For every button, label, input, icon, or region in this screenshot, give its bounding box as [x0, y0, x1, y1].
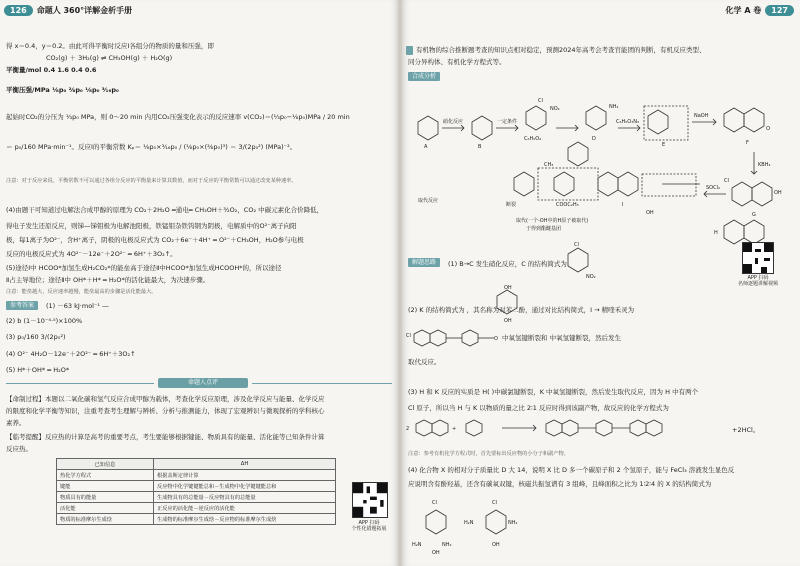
- answer-line: +2HCl。: [732, 426, 760, 434]
- table-cell: 根据盖斯定律计算: [154, 470, 336, 481]
- table-row: [57, 492, 336, 503]
- ring-hydroquinone: [568, 142, 588, 166]
- step-label: NaOH: [694, 113, 709, 119]
- table-row: [57, 481, 336, 492]
- answer-line: 中氧氢键断裂和 中氧氢键断裂，然后发生: [502, 334, 622, 342]
- text-line: 极，每1离子为O²⁻，含H⁺离子，阴极的电极反应式为 CO₂＋6e⁻＋4H⁺ ═ O²⁻＋CH₃OH，H₂O参与电极: [6, 236, 304, 244]
- table-cell: 活化能: [57, 503, 154, 514]
- answer-tag: 参考答案: [6, 301, 38, 310]
- answer-line: (5) H*＋OH* ═ H₂O*: [6, 366, 70, 374]
- table-cell: 反应物中化学键键能总和－生成物中化学键键能总和: [154, 481, 336, 492]
- answer-line: (4) 化合物 X 的相对分子质量比 D 大 14，说明 X 比 D 多一个碳原子和 2 个氢原子，能与 FeCl₃ 溶液发生显色反: [408, 466, 735, 474]
- review-line: 【命制过程】本题以二氧化碳和氢气反应合成甲醇为载体，考查化学反应原理，涉及化学反应与能量、化学反应: [6, 395, 325, 403]
- text-line: 得 x＝0.4，y＝0.2。由此可得平衡时反应Ⅰ各组分的物质的量和压强，即: [6, 42, 214, 50]
- right-header: [726, 2, 794, 18]
- label-g: G: [752, 212, 756, 218]
- table-row: [57, 514, 336, 525]
- answer-line: (2) b (1－10⁻⁴·⁵)×100%: [6, 317, 83, 325]
- intro-line: 同分异构体、有机化学方程式等。: [408, 58, 506, 66]
- right-page-number: 127: [765, 5, 794, 16]
- svg-text:NH₂: NH₂: [508, 520, 518, 526]
- reaction-equation-3: [406, 416, 726, 444]
- svg-text:OH: OH: [492, 542, 500, 548]
- review-line: 素养。: [6, 419, 26, 427]
- delta-h-table: [56, 458, 336, 525]
- oh-label: OH: [774, 190, 782, 196]
- note-label: 取代(一个-OH中的H原子被取代): [516, 218, 589, 224]
- equation-line: CO₂(g) ＋ 3H₂(g) ⇌ CH₃OH(g) ＋ H₂O(g): [46, 54, 173, 62]
- qr-caption: APP 扫码 名师逐题讲解视频: [737, 275, 778, 287]
- intro-line: 有机物的综合推断题考查的知识点相对稳定，预测2024年高考会考查官能团的判断，有机反应类型、: [416, 46, 706, 54]
- answer-line: (1) －63 kJ·mol⁻¹ ―: [46, 302, 109, 310]
- text-line: 反应的电极反应式为 4O²⁻－12e⁻＋2O²⁻ ═ 6H⁺＋3O₂↑。: [6, 250, 177, 258]
- table-row: [57, 503, 336, 514]
- no2-label: NO₂: [550, 106, 560, 112]
- divider: [6, 383, 154, 384]
- qr-caption: APP 扫码 个性化错题拓展: [351, 520, 387, 532]
- benzene-ring-g: [732, 182, 752, 206]
- svg-text:Cl: Cl: [432, 500, 437, 506]
- o-label: O: [766, 126, 770, 132]
- label-i: I: [622, 202, 624, 208]
- table-header-cell: ΔH: [154, 459, 336, 470]
- qr-code-icon[interactable]: [352, 482, 388, 518]
- note-line: 注意：能垒越大，反应速率越慢，能垒最高的步骤是活化能最大。: [6, 289, 157, 295]
- answer-tag: 解题思路: [408, 258, 440, 267]
- svg-text:+: +: [452, 426, 457, 432]
- answer-line: (4) O²⁻ 4H₂O－12e⁻＋2O²⁻ ═ 6H⁺＋3O₂↑: [6, 350, 136, 358]
- ring-i3: [598, 172, 618, 196]
- svg-text:Cl: Cl: [406, 333, 411, 339]
- benzene-ring-a: [418, 116, 438, 140]
- answer-line: (1) B→C 发生硝化反应，C 的结构简式为: [448, 260, 567, 268]
- answer-line: 应说明含有酚羟基，还含有碳氧双键，核磁共振氢谱有 3 组峰，且峰面积之比为 1∶2∶4 的 X 的结构简式为: [408, 480, 712, 488]
- benzene-ring-d: [586, 106, 606, 130]
- structure-c: [558, 240, 598, 280]
- svg-text:NH₂: NH₂: [442, 542, 452, 548]
- label-b: B: [478, 144, 482, 150]
- ring-i2: [554, 172, 574, 196]
- label-h: H: [714, 230, 718, 236]
- note-line: 注意：对于反应来说，平衡常数不可以通过各组分反应的平衡量来计算其数值，而对于反应的平衡常数可以通过改变某种速率。: [6, 178, 297, 184]
- synthesis-scheme: [406, 82, 796, 252]
- table-cell: 键能: [57, 481, 154, 492]
- table-header-row: [57, 459, 336, 470]
- review-line: 反应热。: [6, 445, 32, 453]
- review-banner: 命题人点评: [158, 378, 248, 388]
- svg-text:OH: OH: [432, 550, 440, 554]
- benzene-ring-e: [648, 110, 668, 134]
- svg-text:NO₂: NO₂: [586, 274, 596, 280]
- left-page: [0, 0, 398, 566]
- analysis-tag: 合成分析: [408, 72, 440, 81]
- text-line: (4)由题干可知道过电解法合成甲醇的原理为 CO₂＋2H₂O ═通电═ CH₃OH＋³⁄₂O₂，CO₂ 中碳元素化合价降低，: [6, 206, 324, 214]
- table-row: [57, 470, 336, 481]
- label-d: D: [592, 136, 596, 142]
- table-header-cell: 已知信息: [57, 459, 154, 470]
- qr-code-icon[interactable]: [742, 242, 774, 274]
- right-page: [402, 0, 800, 566]
- cl-label: Cl: [724, 178, 729, 184]
- review-line: 【临考提醒】反应热的计算是高考的重要考点，考生要能够根据键能、物质具有的能量、活化能等已知条件计算: [6, 433, 325, 441]
- nh2-label: NH₂: [609, 104, 619, 110]
- step-label: C₆H₅O₃N₃: [616, 119, 639, 125]
- coo-label: COOC₂H₅: [556, 202, 579, 208]
- review-line: 的限度和化学平衡等知识，注重考查考生理解与辨析、分析与推测能力，体现了宏观辨识与微观探析的学科核心: [6, 407, 325, 415]
- table-cell: 正反应的活化能－逆反应的活化能: [154, 503, 336, 514]
- benzene-ring-b: [472, 116, 492, 140]
- left-page-number: 126: [4, 5, 33, 16]
- table-cell: 热化学方程式: [57, 470, 154, 481]
- svg-text:H₂N: H₂N: [464, 520, 474, 526]
- pyrazine-ring-h: [744, 220, 764, 244]
- equilibrium-amount-row: 平衡量/mol 0.4 1.6 0.4 0.6: [6, 66, 97, 74]
- ring-i4: [618, 172, 638, 196]
- answer-line: (3) H 和 K 反应的实质是 H( )中碳氯键断裂，K 中氧氢键断裂，然后发生取代反应，因为 H 中有两个: [408, 388, 699, 396]
- svg-text:Cl: Cl: [574, 242, 579, 248]
- book-title: 命题人 360°详解金析手册: [36, 5, 133, 15]
- step-label: SOCl₂: [706, 185, 720, 191]
- note-line: 注意：参考有机化学方程式时，首先要标出反应物的小分子和副产物。: [408, 451, 569, 457]
- answer-line: Cl 原子，所以当 H 与 K 以物质的量之比 2∶1 反应时得到该副产物，故反应的化学方程式为: [408, 404, 669, 412]
- cl-label: Cl: [538, 98, 543, 104]
- answer-line: (2) K 的结构简式为 ，其名称为对苯二酚，通过对比结构简式，I → 精喹禾灵为: [408, 306, 635, 314]
- text-line: Ⅱ占主导地位；途径Ⅱ中 OH*＋H* ═ H₂O*的活化能最大，为决速步骤。: [6, 276, 210, 284]
- table-cell: 生成物的标准摩尔生成焓－反应物的标准摩尔生成焓: [154, 514, 336, 525]
- pyrazine-ring-g: [752, 182, 772, 206]
- structure-k: [490, 284, 524, 324]
- label-f: F: [746, 140, 749, 146]
- intro-marker: [406, 46, 413, 55]
- benzene-ring-c: [526, 106, 546, 130]
- benzene-ring-h: [724, 220, 744, 244]
- legend-label: 断裂: [506, 202, 517, 208]
- text-line: 得电子发生还原反应，则锑—锑钼极为电解池阳极，铁锰钼杂铁钨钢为阴极，电解质中的O²⁻离子向阳: [6, 222, 297, 230]
- benzene-ring-f: [724, 108, 744, 132]
- text-line: (5)途径Ⅰ中 HCOO*加氢生成H₂CO₂*的能垒高于途径Ⅱ中HCOO*加氢生成HCOOH*的，所以途径: [6, 264, 282, 272]
- table-cell: 物质的标准摩尔生成焓: [57, 514, 154, 525]
- table-cell: 生成物具有的总能量－反应物具有的总能量: [154, 492, 336, 503]
- equilibrium-pressure-row: 平衡压强/MPa ¹⁄₈p₀ ²⁄₈p₀ ¹⁄₈p₀ ³⁄₁₆p₀: [6, 86, 119, 94]
- svg-text:OH: OH: [504, 318, 512, 324]
- answer-line: 取代反应。: [408, 358, 441, 366]
- text-line: ＝ p₀/160 MPa·min⁻¹。反应Ⅰ的平衡常数 Kₚ＝ ¹⁄₈p₀×³⁄₁₆p₀ / (¹⁄₈p₀×(²⁄₈p₀)³) ＝ 3/(2p₀²) (MPa)⁻²。: [6, 143, 297, 151]
- step-label: OH: [646, 210, 654, 216]
- section-label: 化学 A 卷: [725, 5, 762, 15]
- structure-x: [412, 494, 532, 554]
- label-c: C₆H₅O₂: [524, 136, 542, 142]
- label-a: A: [424, 144, 428, 150]
- svg-text:O: O: [494, 336, 498, 342]
- label-e: E: [662, 142, 666, 148]
- note-label: 取代反应: [418, 198, 439, 204]
- table-cell: 物质具有的能量: [57, 492, 154, 503]
- note-label: 于得到酯醚基团: [526, 226, 562, 232]
- step-label: 硝化反应: [443, 119, 464, 125]
- step-label: KBH₄: [758, 162, 771, 168]
- step-label: 一定条件: [497, 119, 518, 125]
- divider: [252, 383, 392, 384]
- pyrazine-ring-f: [744, 108, 764, 132]
- ch3-label: CH₃: [544, 162, 554, 168]
- svg-text:OH: OH: [504, 285, 512, 291]
- svg-text:Cl: Cl: [492, 500, 497, 506]
- answer-line: (3) p₀/160 3/(2p₀²): [6, 333, 66, 341]
- svg-text:2: 2: [406, 426, 410, 432]
- ring-i1: [514, 172, 534, 196]
- left-header: [4, 2, 132, 18]
- svg-text:H₂N: H₂N: [412, 542, 422, 548]
- text-line: 起始时CO₂的分压为 ¹⁄₃p₀ MPa，则 0～20 min 内用CO₂压强变化表示的反应速率 v(CO₂)＝(¹⁄₃p₀−¹⁄₈p₀)MPa / 20 min: [6, 113, 350, 121]
